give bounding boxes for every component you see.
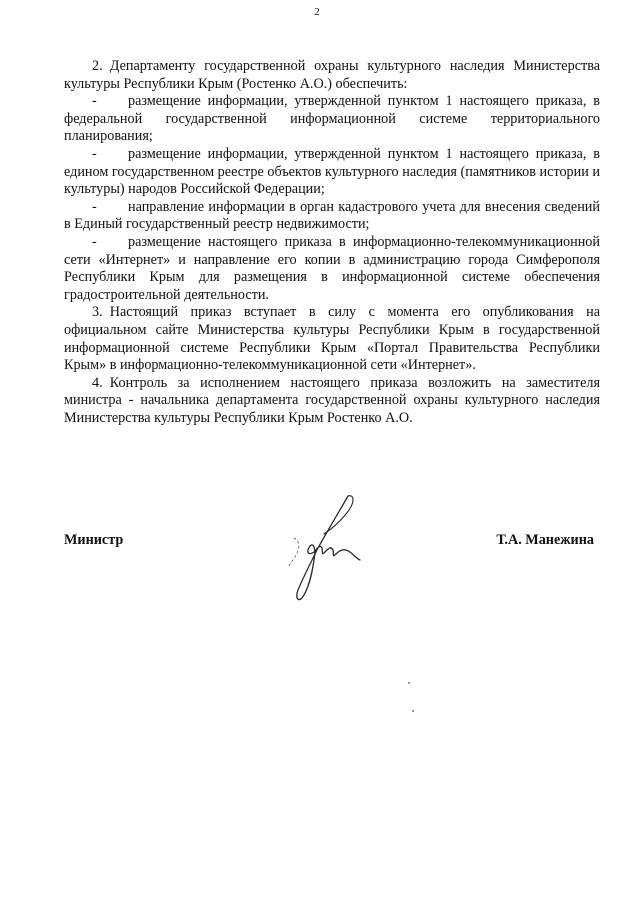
dash-marker: - — [92, 233, 97, 250]
signatory-name: Т.А. Манежина — [496, 532, 594, 548]
scan-speck — [408, 682, 410, 684]
paragraph-text: 4. Контроль за исполнением настоящего приказа возложить на заместителя министра - начальника департамента государственной охраны культурного наследия Министерства культуры Республики Крым Ростенко А.О. — [64, 374, 600, 426]
dash-marker: - — [92, 198, 97, 215]
bullet-text: направление информации в орган кадастрового учета для внесения сведений в Единый государственный реестр недвижимости; — [64, 198, 600, 233]
paragraph-item-4 — [64, 375, 600, 428]
scan-speck — [412, 710, 414, 712]
bullet-text: размещение информации, утвержденной пунктом 1 настоящего приказа, в федеральной государственной информационной системе территориального планирования; — [64, 93, 600, 145]
paragraph-item-3 — [64, 304, 600, 374]
handwritten-signature — [274, 490, 374, 605]
dash-marker: - — [92, 93, 97, 110]
bullet-text: размещение информации, утвержденной пунктом 1 настоящего приказа, в едином государственном реестре объектов культурного наследия (памятников истории и культуры) народов Российской Федерации; — [64, 145, 600, 198]
paragraph-item-2 — [64, 58, 600, 93]
order-body — [64, 58, 600, 427]
signatory-title: Министр — [64, 532, 124, 548]
paragraph-text: 2. Департаменту государственной охраны культурного наследия Министерства культуры Республики Крым (Ростенко А.О.) обеспечить: — [64, 58, 600, 92]
paragraph-text: 3. Настоящий приказ вступает в силу с момента его опубликования на официальном сайте Министерства культуры Республики Крым в государственной информационной системе Республики Крым «Портал Правительства Республики Крым» в информационно-телекоммуникационной сети «Интернет». — [64, 304, 600, 374]
scan-speck — [398, 250, 399, 251]
bullet-item — [64, 234, 600, 304]
bullet-text: размещение настоящего приказа в информационно-телекоммуникационной сети «Интернет» и направление его копии в администрацию города Симферополя Республики Крым для размещения в информационной системе обеспечения градостроительной деятельности. — [64, 233, 600, 303]
bullet-item — [64, 199, 600, 234]
bullet-item — [64, 146, 600, 199]
bullet-item — [64, 93, 600, 146]
dash-marker: - — [92, 145, 97, 162]
page-number: 2 — [314, 6, 320, 18]
